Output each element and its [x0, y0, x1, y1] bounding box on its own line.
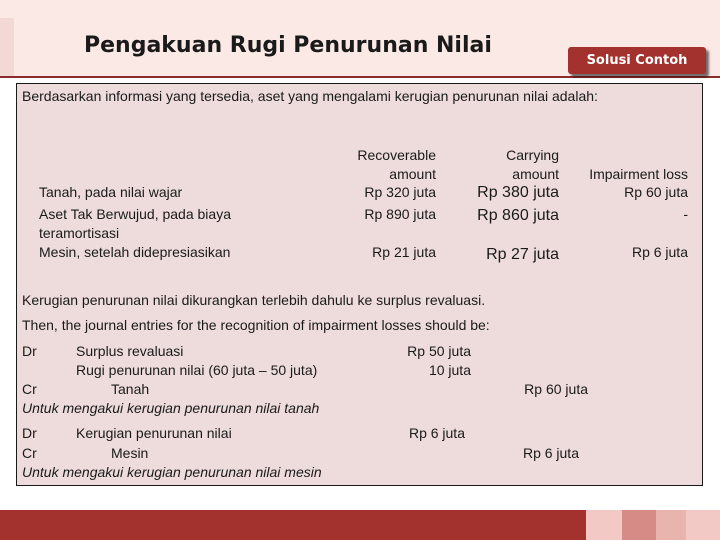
row-intangible-recoverable: Rp 890 juta — [364, 206, 436, 222]
journal1-cr-amount: Rp 60 juta — [524, 381, 588, 397]
row-land-impairment: Rp 60 juta — [624, 184, 688, 200]
journal2-cr: Cr — [22, 445, 37, 461]
header-recoverable-line1: Recoverable — [357, 147, 436, 163]
row-machine-recoverable: Rp 21 juta — [372, 244, 436, 260]
footer-block — [622, 510, 656, 540]
row-intangible-impairment: - — [683, 206, 688, 222]
journal1-dr2-amount: 10 juta — [428, 362, 471, 378]
note-revaluation-surplus: Kerugian penurunan nilai dikurangkan terlebih dahulu ke surplus revaluasi. — [22, 292, 486, 308]
journal1-dr: Dr — [22, 343, 37, 359]
header-recoverable-line2: amount — [389, 166, 436, 182]
header-carrying-line1: Carrying — [506, 147, 559, 163]
journal1-cr: Cr — [22, 381, 37, 397]
journal2-memo: Untuk mengakui kerugian penurunan nilai mesin — [22, 464, 322, 480]
row-land-label: Tanah, pada nilai wajar — [39, 184, 183, 200]
footer-block — [686, 510, 720, 540]
row-intangible-label-line1: Aset Tak Berwujud, pada biaya — [39, 206, 231, 222]
journal2-dr-account: Kerugian penurunan nilai — [76, 425, 232, 441]
journal1-cr-account: Tanah — [111, 381, 150, 397]
journal2-cr-amount: Rp 6 juta — [522, 445, 579, 461]
footer-block — [656, 510, 686, 540]
journal2-dr-amount: Rp 6 juta — [408, 425, 465, 441]
header-divider — [0, 76, 720, 78]
journal2-cr-account: Mesin — [111, 445, 149, 461]
header-accent-bar — [0, 18, 14, 76]
row-machine-carrying: Rp 27 juta — [486, 246, 559, 263]
solution-example-button[interactable]: Solusi Contoh — [568, 47, 706, 74]
row-land-carrying: Rp 380 juta — [477, 184, 559, 201]
header-carrying-line2: amount — [512, 166, 559, 182]
journal2-dr: Dr — [22, 425, 37, 441]
intro-text: Berdasarkan informasi yang tersedia, aset yang mengalami kerugian penurunan nilai adalah: — [22, 88, 598, 104]
footer-block — [586, 510, 622, 540]
row-intangible-carrying: Rp 860 juta — [477, 207, 559, 224]
row-machine-label: Mesin, setelah didepresiasikan — [39, 244, 231, 260]
row-intangible-label-line2: teramortisasi — [39, 225, 120, 241]
journal1-dr2-account: Rugi penurunan nilai (60 juta – 50 juta) — [76, 362, 318, 378]
journal1-memo: Untuk mengakui kerugian penurunan nilai tanah — [22, 400, 320, 416]
journal1-dr-account: Surplus revaluasi — [76, 343, 184, 359]
note-journal-intro: Then, the journal entries for the recognition of impairment losses should be: — [22, 317, 490, 333]
slide-title: Pengakuan Rugi Penurunan Nilai — [84, 33, 492, 58]
header-impairment: Impairment loss — [589, 166, 688, 182]
row-machine-impairment: Rp 6 juta — [631, 244, 688, 260]
row-land-recoverable: Rp 320 juta — [364, 184, 436, 200]
journal1-dr-amount: Rp 50 juta — [407, 343, 471, 359]
